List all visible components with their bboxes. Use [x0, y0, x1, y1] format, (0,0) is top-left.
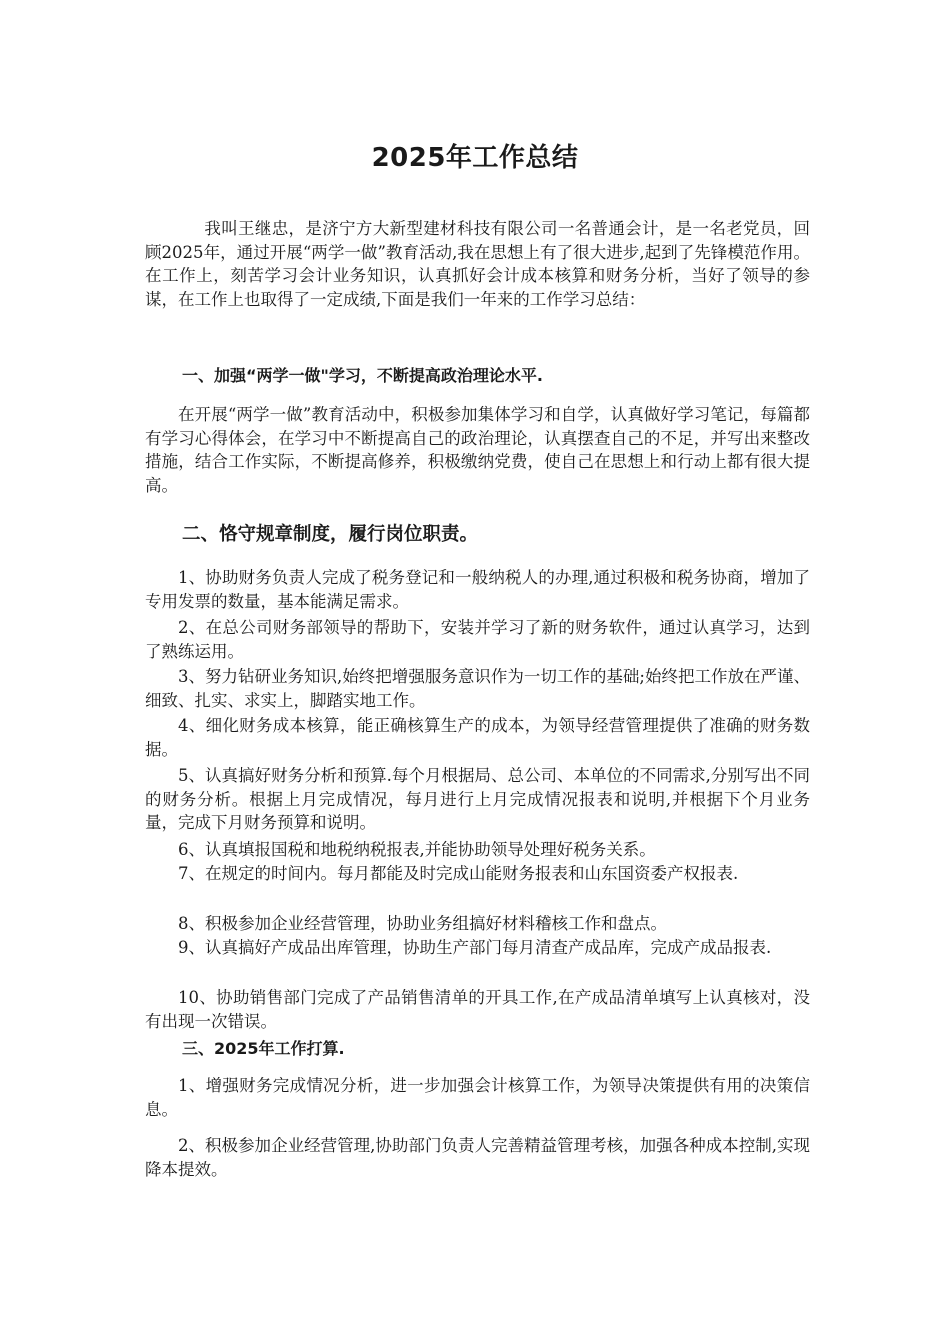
section-2-item: 5、认真搞好财务分析和预算.每个月根据局、总公司、本单位的不同需求,分别写出不同的财务分析。根据上月完成情况，每月进行上月完成情况报表和说明,并根据下个月业务量，完成下月财务预算和说明。: [145, 766, 810, 832]
section-2-item: 4、细化财务成本核算，能正确核算生产的成本，为领导经营管理提供了准确的财务数据。: [145, 716, 810, 759]
section-2-item: 6、认真填报国税和地税纳税报表,并能协助领导处理好税务关系。: [178, 840, 656, 859]
intro-paragraph: 我叫王继忠，是济宁方大新型建材科技有限公司一名普通会计，是一名老党员，回顾2025年，通过开展“两学一做”教育活动,我在思想上有了很大进步,起到了先锋模范作用。在工作上，刻苦学习会计业务知识，认真抓好会计成本核算和财务分析，当好了领导的参谋，在工作上也取得了一定成绩,下面是我们一年来的工作学习总结：: [145, 219, 810, 309]
section-2-item: 9、认真搞好产成品出库管理，协助生产部门每月清查产成品库，完成产成品报表.: [178, 938, 772, 957]
section-2-heading: 二、恪守规章制度，履行岗位职责。: [182, 524, 479, 545]
section-1-heading: 一、加强“两学一做"学习，不断提高政治理论水平.: [182, 366, 543, 385]
section-1-paragraph: 在开展“两学一做”教育活动中，积极参加集体学习和自学，认真做好学习笔记，每篇都有学习心得体会，在学习中不断提高自己的政治理论，认真摆查自己的不足，并写出来整改措施，结合工作实际，不断提高修养，积极缴纳党费，使自己在思想上和行动上都有很大提高。: [145, 405, 810, 495]
section-2-item: 2、在总公司财务部领导的帮助下，安装并学习了新的财务软件，通过认真学习，达到了熟练运用。: [145, 618, 810, 661]
section-3-item: 1、增强财务完成情况分析，进一步加强会计核算工作，为领导决策提供有用的决策信息。: [145, 1076, 810, 1119]
section-2-item: 8、积极参加企业经营管理，协助业务组搞好材料稽核工作和盘点。: [178, 914, 667, 933]
section-3-item: 2、积极参加企业经营管理,协助部门负责人完善精益管理考核，加强各种成本控制,实现降本提效。: [145, 1136, 810, 1179]
section-2-item: 1、协助财务负责人完成了税务登记和一般纳税人的办理,通过积极和税务协商，增加了专用发票的数量，基本能满足需求。: [145, 568, 810, 611]
section-2-item: 7、在规定的时间内。每月都能及时完成山能财务报表和山东国资委产权报表.: [178, 864, 739, 883]
document-title: 2025年工作总结: [371, 143, 579, 173]
section-2-item: 10、协助销售部门完成了产品销售清单的开具工作,在产成品清单填写上认真核对，没有出现一次错误。: [145, 988, 810, 1031]
section-3-heading: 三、2025年工作打算.: [182, 1039, 345, 1058]
section-2-item: 3、努力钻研业务知识,始终把增强服务意识作为一切工作的基础;始终把工作放在严谨、细致、扎实、求实上，脚踏实地工作。: [145, 667, 810, 710]
